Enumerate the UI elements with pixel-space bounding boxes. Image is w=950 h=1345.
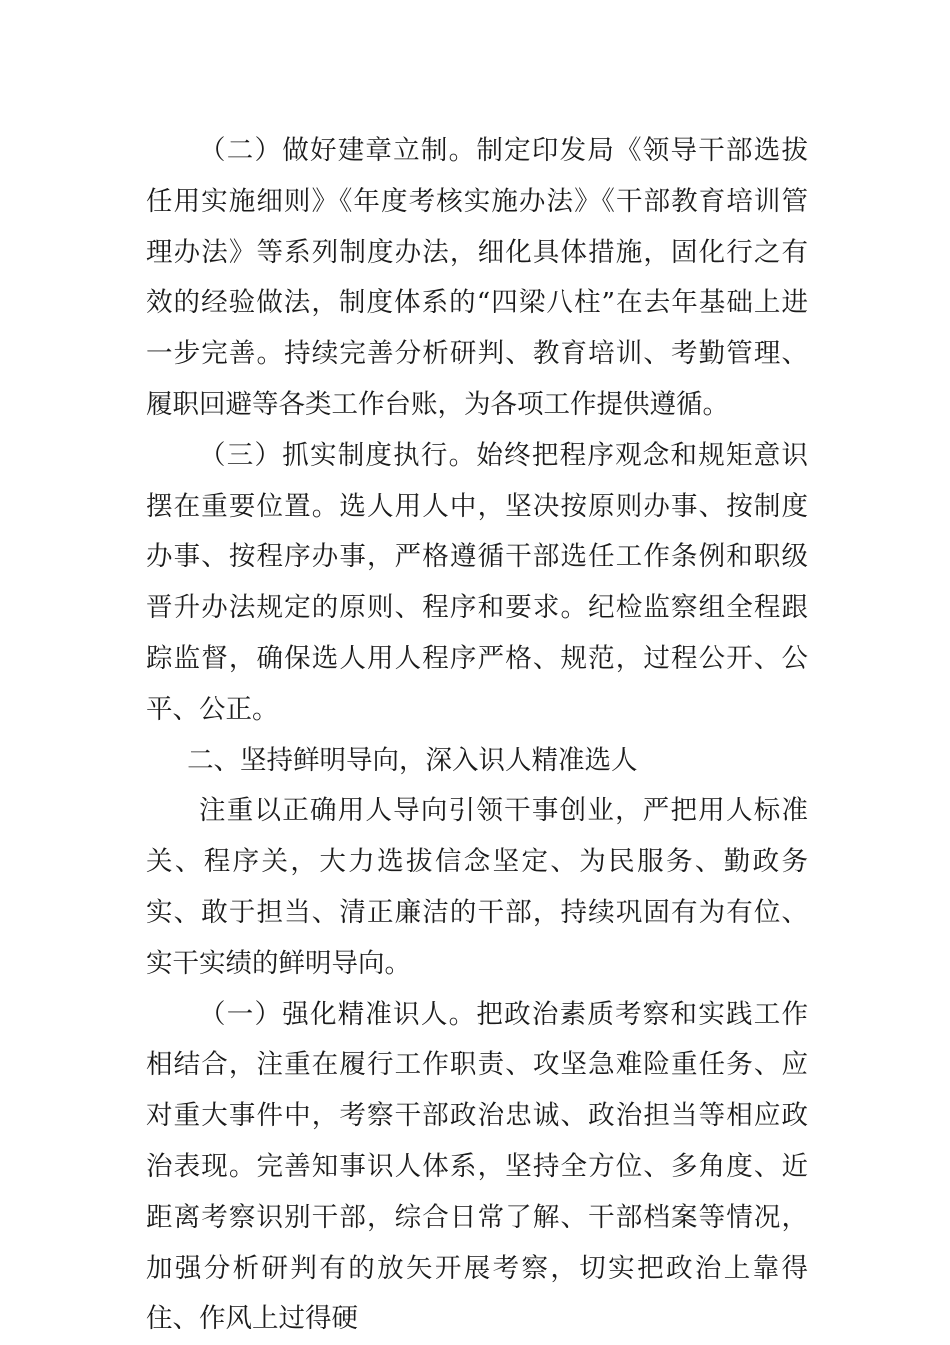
paragraph-rules-execution: （三）抓实制度执行。始终把程序观念和规矩意识摆在重要位置。选人用人中，坚决按原则办事、按制度办事、按程序办事，严格遵循干部选任工作条例和职级晋升办法规定的原则、程序和要求。纪检监察组全程跟踪监督，确保选人用人程序严格、规范，过程公开、公平、公正。 [146,439,808,725]
section-heading: 二、坚持鲜明导向，深入识人精准选人 [187,744,638,776]
paragraph-section-intro: 注重以正确用人导向引领干事创业，严把用人标准关、程序关，大力选拔信念坚定、为民服务、勤政务实、敢于担当、清正廉洁的干部，持续巩固有为有位、实干实绩的鲜明导向。 [146,795,808,979]
paragraph-rules-building: （二）做好建章立制。制定印发局《领导干部选拔任用实施细则》《年度考核实施办法》《干部教育培训管理办法》等系列制度办法，细化具体措施，固化行之有效的经验做法，制度体系的“四梁八柱”在去年基础上进一步完善。持续完善分析研判、教育培训、考勤管理、履职回避等各类工作台账，为各项工作提供遵循。 [146,135,808,420]
paragraph-precise-assessment: （一）强化精准识人。把政治素质考察和实践工作相结合，注重在履行工作职责、攻坚急难险重任务、应对重大事件中，考察干部政治忠诚、政治担当等相应政治表现。完善知事识人体系，坚持全方位、多角度、近距离考察识别干部，综合日常了解、干部档案等情况，加强分析研判有的放矢开展考察，切实把政治上靠得住、作风上过得硬 [146,998,808,1335]
document-body [146,126,808,1345]
